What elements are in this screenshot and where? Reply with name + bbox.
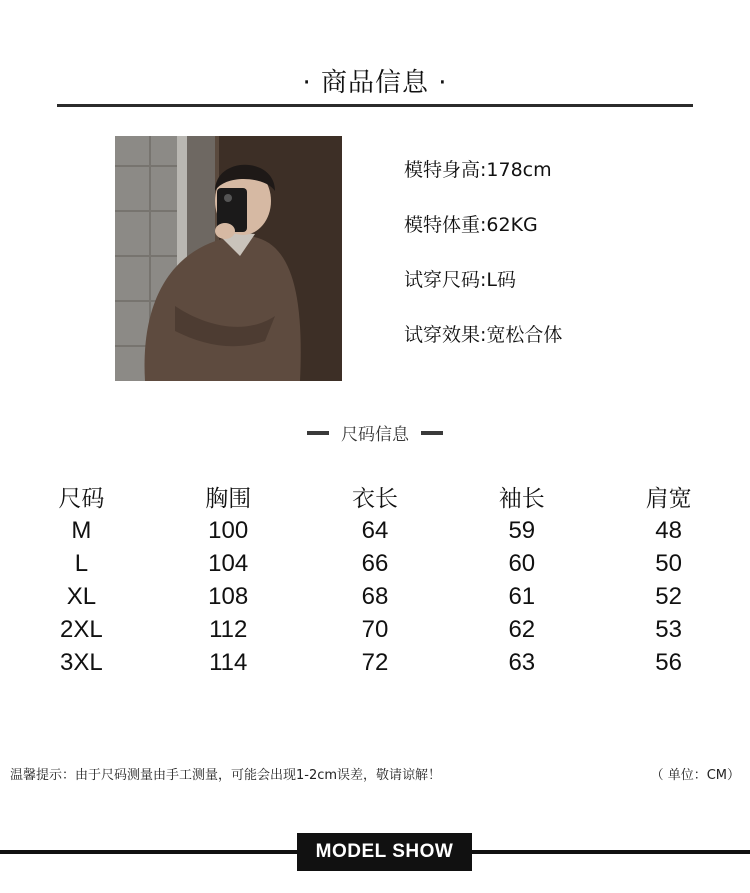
table-header: [8, 478, 742, 514]
table-cell: 70: [361, 615, 389, 643]
table-cell: 52: [655, 582, 682, 610]
model-show-badge: [297, 833, 472, 871]
table-cell: 56: [655, 648, 682, 676]
table-cell: M: [71, 516, 92, 544]
size-section-header: [0, 420, 750, 445]
table-cell: 64: [361, 516, 389, 544]
table-cell: 60: [508, 549, 536, 577]
table-cell: 50: [655, 549, 682, 577]
model-info: [404, 152, 724, 372]
notice-text: 温馨提示：由于尺码测量由手工测量，可能会出现1-2cm误差，敬请谅解！: [10, 768, 442, 783]
table-cell: 66: [361, 549, 389, 577]
table-cell: 112: [209, 615, 248, 643]
table-cell: 72: [361, 648, 389, 676]
size-table: [8, 478, 742, 679]
page-title: · 商品信息 ·: [302, 68, 448, 98]
header-sleeve: 袖长: [498, 485, 545, 512]
measurement-notice: [10, 764, 740, 783]
model-show-label: MODEL SHOW: [315, 841, 454, 862]
size-section-title: 尺码信息: [341, 425, 409, 445]
header-size: 尺码: [58, 485, 105, 512]
table-cell: 53: [655, 615, 682, 643]
table-cell: 48: [655, 516, 682, 544]
table-cell: 108: [208, 582, 249, 610]
table-cell: 2XL: [60, 615, 103, 643]
model-weight: 模特体重:62KG: [404, 214, 538, 236]
table-cell: 62: [508, 615, 536, 643]
table-row: [8, 613, 742, 646]
table-cell: 100: [208, 516, 249, 544]
table-cell: 3XL: [60, 648, 103, 676]
header-shoulder: 肩宽: [645, 485, 692, 512]
header-bar-left: [307, 431, 329, 435]
table-row: [8, 514, 742, 547]
table-cell: 68: [361, 582, 389, 610]
header-chest: 胸围: [205, 485, 252, 512]
table-row: [8, 580, 742, 613]
table-cell: 104: [208, 549, 249, 577]
model-height: 模特身高:178cm: [404, 159, 552, 181]
table-cell: 63: [508, 648, 536, 676]
table-cell: 114: [209, 648, 248, 676]
model-fit-effect: 试穿效果:宽松合体: [404, 324, 563, 346]
header-bar-right: [421, 431, 443, 435]
header-length: 衣长: [351, 485, 398, 512]
table-row: [8, 646, 742, 679]
table-cell: L: [74, 549, 89, 577]
table-row: [8, 547, 742, 580]
unit-note: （ 单位：CM）: [650, 768, 740, 783]
model-photo: [115, 136, 342, 381]
model-size: 试穿尺码:L码: [404, 269, 516, 291]
title-divider: [57, 104, 693, 107]
table-cell: 61: [508, 582, 536, 610]
table-cell: 59: [508, 516, 536, 544]
table-cell: XL: [66, 582, 97, 610]
